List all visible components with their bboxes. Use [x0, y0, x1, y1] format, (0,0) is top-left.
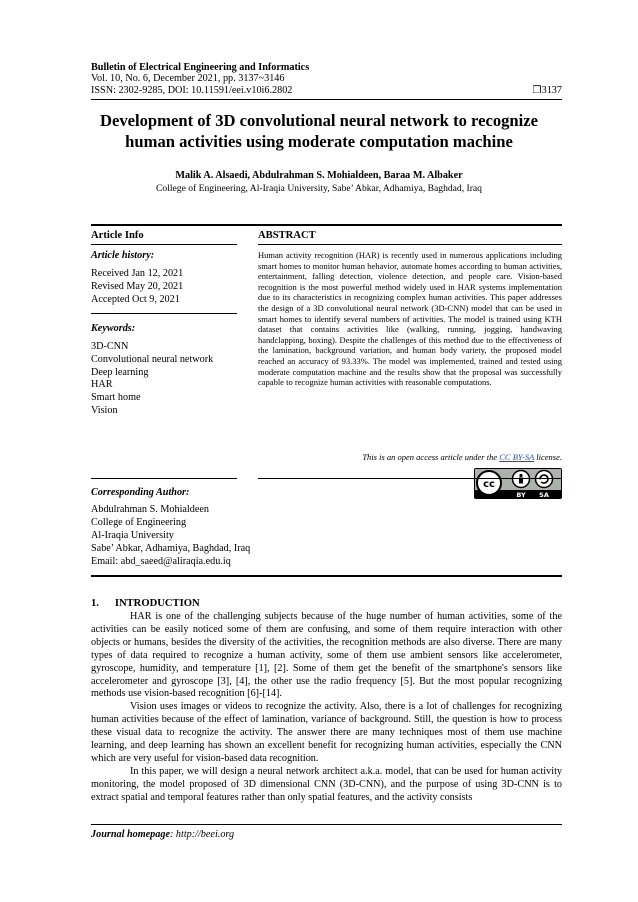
history-rule	[91, 313, 237, 314]
corr-email: Email: abd_saeed@aliraqia.edu.iq	[91, 555, 231, 567]
sa-label: SA	[539, 491, 549, 499]
keyword-item: 3D-CNN	[91, 341, 129, 352]
intro-paragraph: In this paper, we will design a neural network architect a.k.a. model, that can be used for human activity monitoring, the model proposed of 3D dimensional CNN (3D-CNN), and the purpose of using 3D-CNN is to extract spatial and temporal features rather than only spatial features, and the activity consists	[91, 765, 562, 803]
by-label: BY	[516, 491, 526, 499]
introduction-heading: 1. INTRODUCTION	[91, 598, 200, 609]
issn-line: ISSN: 2302-9285, DOI: 10.11591/eei.v10i6.2802	[91, 85, 293, 96]
page-number: ❒3137	[532, 85, 562, 96]
title-line-1: Development of 3D convolutional neural network to recognize	[100, 111, 538, 130]
sa-share-icon	[536, 471, 553, 488]
corr-rule-left	[91, 478, 237, 479]
journal-homepage	[91, 829, 234, 840]
keywords-list	[91, 341, 213, 418]
history-revised: Revised May 20, 2021	[91, 280, 184, 292]
authors: Malik A. Alsaedi, Abdulrahman S. Mohialdeen, Baraa M. Albaker	[175, 170, 463, 181]
intro-paragraph: Vision uses images or videos to recognize the activity. Also, there is a lot of challenges for recognizing human activities because of the effect of lamination, variance of background. Still, the question is how to process these visual data to recognize the activity. The answer there are many techniques most of them use machine learning, and deep learning has shown an excellent benefit for recognizing human activities, especially the CNN which are very useful for vision-based data recognition.	[91, 701, 562, 764]
info-rule-right	[258, 244, 562, 245]
volume-line: Vol. 10, No. 6, December 2021, pp. 3137~3146	[91, 73, 285, 84]
cc-badge-graphic	[474, 468, 562, 499]
open-access-notice	[362, 452, 562, 462]
journal-name: Bulletin of Electrical Engineering and Informatics	[91, 62, 310, 73]
keyword-item: Vision	[91, 404, 118, 416]
article-history-list	[91, 268, 183, 306]
affiliation: College of Engineering, Al-Iraqia University, Sabe’ Abkar, Adhamiya, Baghdad, Iraq	[156, 183, 482, 194]
info-rule-left	[91, 244, 237, 245]
homepage-url[interactable]: : http://beei.org	[169, 829, 235, 840]
introduction-body	[91, 611, 562, 805]
paper-title	[60, 110, 578, 152]
cc-license-badge[interactable]	[474, 468, 562, 499]
article-history-heading: Article history:	[91, 250, 155, 261]
cc-by-sa-link[interactable]: CC BY-SA	[499, 452, 535, 462]
oa-suffix: license.	[534, 452, 562, 462]
keyword-item: HAR	[91, 379, 113, 391]
corresponding-author-block	[91, 504, 250, 569]
corr-address: Sabe’ Abkar, Adhamiya, Baghdad, Iraq	[91, 542, 251, 554]
cc-text: cc	[483, 479, 495, 490]
corr-rule-right	[258, 478, 562, 479]
intro-paragraph: HAR is one of the challenging subjects because of the huge number of human activities, some of the activities can be easily noticed some of them are confusing, and some of them require interaction with other objects or humans, besides the diversity of the activities, the recognition methods are also diverse. There are many types of data required to recognize a human activity, some of them use ambient sensors like accelerometer, gyroscope, humidity, and temperature [1], [2]. Some of them get the benefit of the smartphone's sensors like accelerometer and gyroscope [3], [4], the other use the radio frequency [5]. But the most popular recognizing methods use vision-based recognition [6]-[14].	[91, 611, 562, 700]
corr-university: Al-Iraqia University	[91, 529, 174, 541]
info-top-rule	[91, 224, 562, 226]
history-accepted: Accepted Oct 9, 2021	[91, 293, 180, 305]
footer-rule	[91, 824, 562, 825]
abstract-heading: ABSTRACT	[258, 230, 316, 241]
info-bottom-rule	[91, 575, 562, 577]
keyword-item: Deep learning	[91, 366, 149, 378]
keywords-heading: Keywords:	[91, 323, 136, 334]
abstract-text: Human activity recognition (HAR) is recently used in numerous applications including smart homes to monitor human behavior, automate homes according to human activities, entertainment, falling detection, violence detection, and people care. Vision-based recognition is the most powerful method widely used in HAR systems implementation due to its characteristics in recognizing complex human activities. This paper addresses the design of a 3D convolutional neural network (3D-CNN) model that can be used in smart homes to identify several numbers of activities. The model is trained using KTH dataset that contains activities like (walking, running, jogging, handwaving handclapping, boxing). Despite the challenges of this method due to the effectiveness of the lamination, background variation, and human body variety, the proposed model reached an accuracy of 93.33%. The model was implemented, trained and tested using moderate computation machine and the results show that the proposal was successfully capable to recognize human activities with reasonable computations.	[258, 250, 562, 388]
corr-college: College of Engineering	[91, 516, 187, 528]
title-line-2: human activities using moderate computation machine	[125, 132, 513, 151]
history-received: Received Jan 12, 2021	[91, 268, 184, 279]
article-info-heading: Article Info	[91, 230, 144, 241]
oa-prefix: This is an open access article under the	[362, 452, 500, 462]
keyword-item: Smart home	[91, 392, 141, 404]
keyword-item: Convolutional neural network	[91, 353, 214, 365]
corresponding-author-heading: Corresponding Author:	[91, 487, 190, 498]
corr-name: Abdulrahman S. Mohialdeen	[91, 504, 209, 515]
homepage-label: Journal homepage	[91, 829, 170, 840]
header-rule	[91, 99, 562, 100]
